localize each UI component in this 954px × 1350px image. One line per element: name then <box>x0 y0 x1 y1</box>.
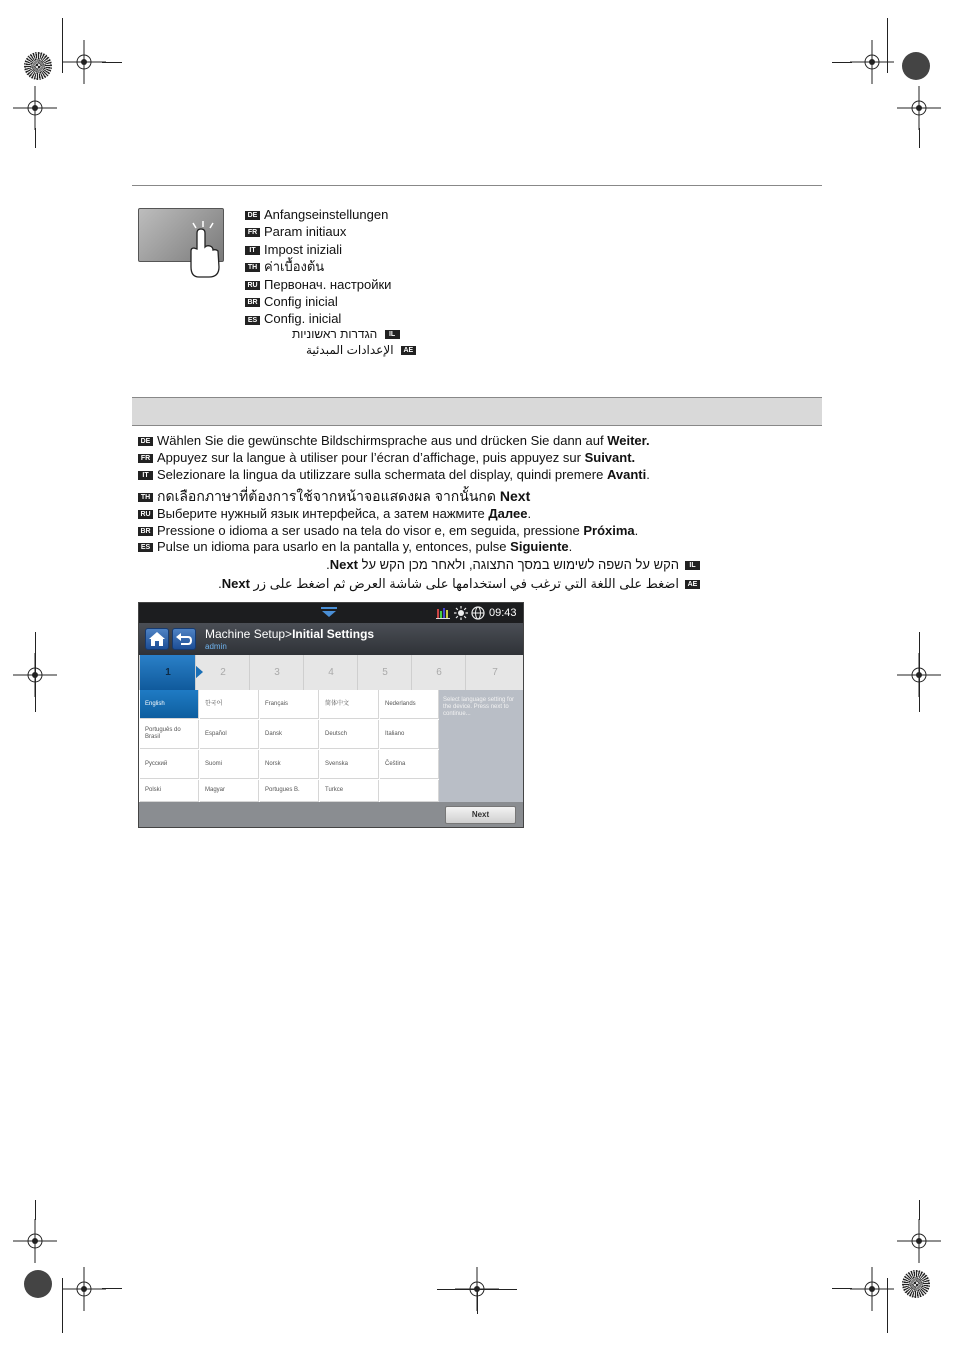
language-option[interactable]: Deutsch <box>320 720 379 749</box>
instruction-tail: . <box>631 450 636 465</box>
language-option[interactable]: Français <box>260 690 319 719</box>
language-option[interactable]: Suomi <box>200 750 259 779</box>
crosshair-icon <box>897 1219 941 1263</box>
list-item <box>245 258 391 275</box>
instruction-tail: . <box>634 523 639 538</box>
breadcrumb-parent: Machine Setup> <box>205 627 293 641</box>
language-badge: TH <box>245 263 260 272</box>
menu-label: הגדרות ראשוניות <box>292 327 378 341</box>
step-tab[interactable]: 2 <box>195 655 250 690</box>
menu-label: الإعدادات المبدئية <box>306 343 394 357</box>
list-item <box>245 276 391 293</box>
menu-label: Первонач. настройки <box>264 276 392 292</box>
instruction-keyword: Suivant <box>584 450 632 465</box>
step-tab[interactable]: 5 <box>357 655 412 690</box>
clock: 09:43 <box>489 607 517 619</box>
crosshair-icon <box>13 1219 57 1263</box>
setup-step-indicator <box>139 655 523 690</box>
menu-label: Param initiaux <box>264 224 347 240</box>
instruction-text: Выберите нужный язык интерфейса, а затем нажмите <box>157 506 489 521</box>
menu-label: Config. inicial <box>264 311 342 327</box>
list-item <box>245 241 391 258</box>
back-arrow-icon <box>173 629 195 649</box>
registration-rosette <box>902 52 930 80</box>
language-option[interactable]: Svenska <box>320 750 379 779</box>
instruction-line <box>138 523 638 538</box>
instruction-text: Selezionare la lingua da utilizzare sulla schermata del display, quindi premere <box>157 467 607 482</box>
language-badge: AE <box>685 580 700 589</box>
finger-tap-icon <box>183 221 223 281</box>
instruction-text: Pulse un idioma para usarlo en la pantalla y, entonces, pulse <box>157 539 511 554</box>
instruction-keyword: Next <box>329 557 358 572</box>
title-bar <box>139 623 523 655</box>
list-item <box>292 327 400 341</box>
instruction-line <box>138 506 531 521</box>
language-badge: ES <box>138 543 153 552</box>
language-badge: ES <box>245 316 260 325</box>
language-option[interactable]: Русский <box>140 750 199 779</box>
menu-label: Anfangseinstellungen <box>264 207 389 222</box>
instruction-text: Wählen Sie die gewünschte Bildschirmsprache aus und drücken Sie dann auf <box>157 433 608 448</box>
instruction-line <box>326 557 700 572</box>
language-badge: AE <box>401 346 416 355</box>
step-tab[interactable]: 6 <box>411 655 466 690</box>
language-option[interactable]: Português do Brasil <box>140 720 199 749</box>
instruction-line <box>138 467 650 482</box>
top-rule <box>132 185 822 186</box>
instruction-keyword: Weiter <box>607 433 646 448</box>
list-item <box>245 206 391 223</box>
globe-icon[interactable] <box>471 606 485 620</box>
language-badge: RU <box>245 281 260 290</box>
instruction-keyword: Avanti <box>606 467 647 482</box>
language-option[interactable]: Español <box>200 720 259 749</box>
instruction-tail: . <box>326 557 330 572</box>
home-icon <box>146 629 168 649</box>
language-option[interactable]: Nederlands <box>380 690 439 719</box>
instruction-text: กดเลือกภาษาที่ต้องการใช้จากหน้าจอแสดงผล จากนั้นกด <box>157 488 500 504</box>
language-option[interactable]: Dansk <box>260 720 319 749</box>
instruction-tail: . <box>218 576 222 591</box>
language-option[interactable]: Italiano <box>380 720 439 749</box>
language-option[interactable]: Turkce <box>320 780 379 802</box>
instruction-keyword: Далее <box>488 506 528 521</box>
status-bar <box>139 603 523 623</box>
instruction-keyword: Próxima <box>583 523 635 538</box>
language-badge: RU <box>138 510 153 519</box>
language-badge: DE <box>138 437 153 446</box>
crosshair-icon <box>13 86 57 130</box>
language-option[interactable]: Čeština <box>380 750 439 779</box>
instruction-keyword: Siguiente <box>510 539 569 554</box>
instruction-tail: . <box>527 506 532 521</box>
instruction-line <box>138 433 650 448</box>
language-badge: BR <box>245 298 260 307</box>
registration-rosette <box>24 1270 52 1298</box>
instruction-text: Pressione o idioma a ser usado na tela do visor e, em seguida, pressione <box>157 523 584 538</box>
pull-down-handle-icon[interactable] <box>319 606 339 618</box>
language-badge: IL <box>685 561 700 570</box>
crosshair-icon <box>897 86 941 130</box>
instruction-tail: . <box>646 467 650 482</box>
language-badge: IT <box>138 471 153 480</box>
language-badge: FR <box>245 228 260 237</box>
instruction-line <box>138 450 635 465</box>
eco-mode-sun-icon[interactable] <box>454 606 468 620</box>
language-badge: IT <box>245 246 260 255</box>
section-header-bar <box>132 397 822 426</box>
language-badge: FR <box>138 454 153 463</box>
instruction-keyword: Next <box>221 576 250 591</box>
language-option-empty <box>380 780 439 802</box>
instruction-line <box>138 539 572 554</box>
list-item <box>306 343 416 357</box>
language-option[interactable]: Portugues B. <box>260 780 319 802</box>
back-button[interactable] <box>172 628 196 650</box>
menu-label: ค่าเบื้องต้น <box>264 259 325 275</box>
step-tab[interactable]: 1 <box>139 655 196 690</box>
instruction-text: הקש על השפה לשימוש במסך התצוגה, ולאחר מכן הקש על <box>357 557 679 572</box>
touch-screen-illustration <box>138 208 224 262</box>
page-title: Initial Settings <box>292 627 375 641</box>
initial-settings-labels <box>245 206 391 328</box>
instruction-tail: . <box>646 433 650 448</box>
language-option[interactable]: 简体中文 <box>320 690 379 719</box>
next-button[interactable]: Next <box>445 806 516 824</box>
crosshair-icon <box>62 40 106 84</box>
language-badge: DE <box>245 211 260 220</box>
instruction-text: اضغط على اللغة التي ترغب في استخدامها على شاشة العرض ثم اضغط على زر <box>249 576 679 591</box>
toner-level-icon[interactable] <box>436 607 450 619</box>
language-option[interactable]: English <box>140 690 199 719</box>
language-option[interactable]: 한국어 <box>200 690 259 719</box>
menu-label: Impost iniziali <box>264 241 343 257</box>
home-button[interactable] <box>145 628 169 650</box>
hint-panel: Select language setting for the device. Press next to continue... <box>439 690 523 802</box>
device-screen <box>138 602 524 828</box>
list-item <box>245 310 391 327</box>
registration-rosette <box>902 1270 930 1298</box>
language-badge: TH <box>138 493 153 502</box>
instruction-line <box>138 486 530 508</box>
user-name: admin <box>205 642 227 651</box>
step-tab[interactable]: 7 <box>465 655 524 690</box>
language-option[interactable]: Polski <box>140 780 199 802</box>
crosshair-icon <box>62 1267 106 1311</box>
bottom-bar <box>139 802 523 827</box>
language-badge: BR <box>138 527 153 536</box>
step-tab[interactable]: 3 <box>249 655 304 690</box>
instruction-text: Appuyez sur la langue à utiliser pour l’écran d’affichage, puis appuyez sur <box>157 450 585 465</box>
registration-rosette <box>24 52 52 80</box>
instruction-keyword: Next <box>499 488 531 504</box>
instruction-tail: . <box>568 539 573 554</box>
language-badge: IL <box>385 330 400 339</box>
list-item <box>245 223 391 240</box>
language-grid <box>139 690 439 802</box>
list-item <box>245 293 391 310</box>
step-tab[interactable]: 4 <box>303 655 358 690</box>
menu-label: Config inicial <box>264 294 338 310</box>
language-option[interactable]: Norsk <box>260 750 319 779</box>
breadcrumb <box>205 627 374 641</box>
language-option[interactable]: Magyar <box>200 780 259 802</box>
instruction-line <box>218 576 700 592</box>
